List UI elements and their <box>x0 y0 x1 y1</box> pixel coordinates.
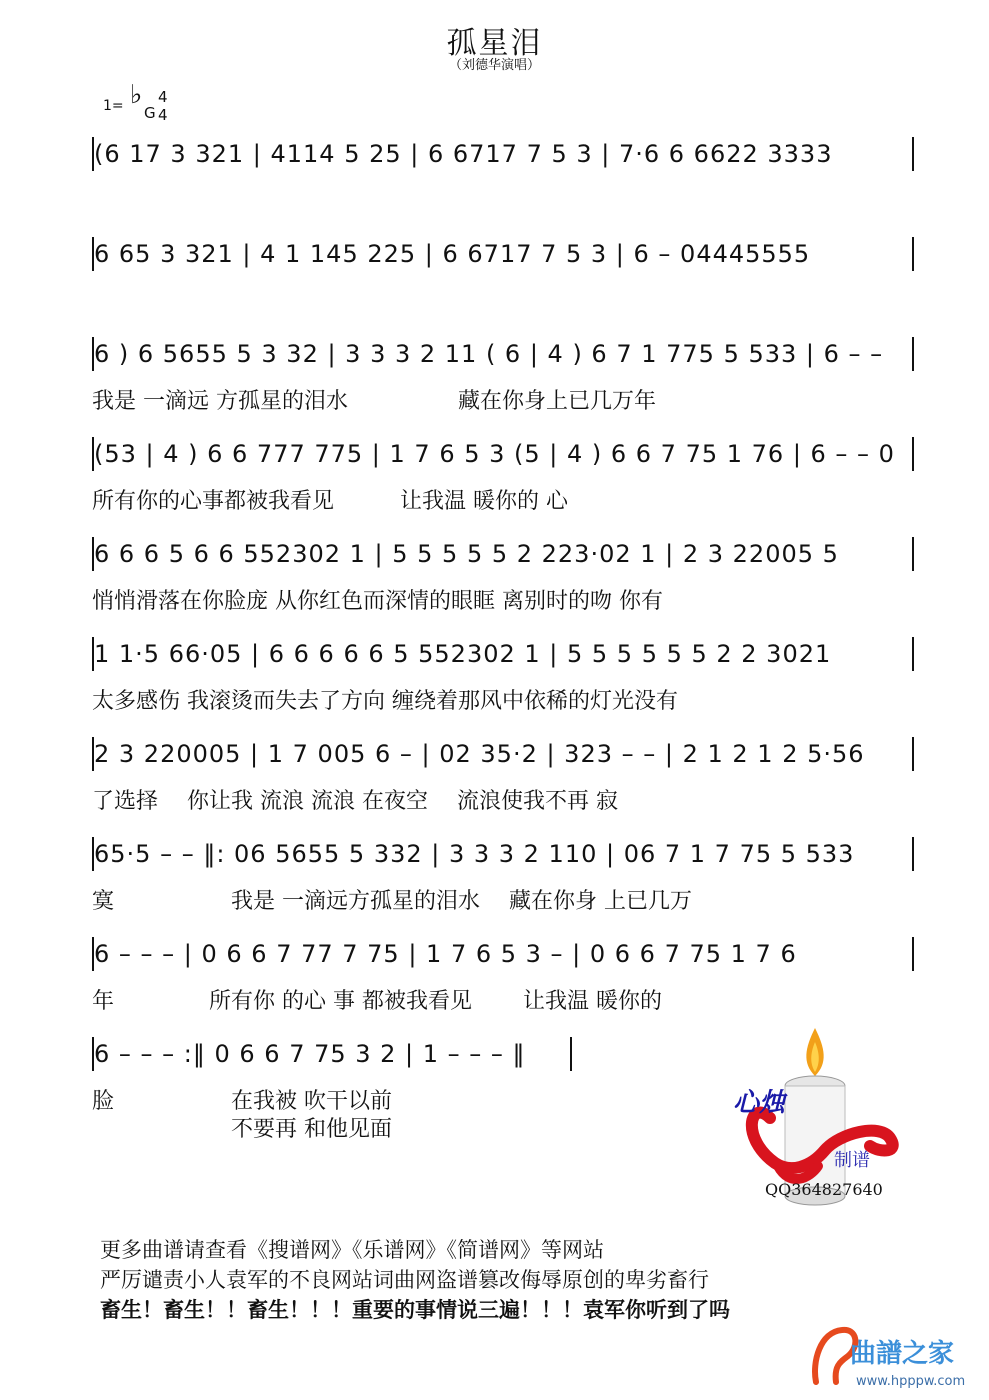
score-title: 孤星泪 <box>446 26 543 61</box>
notation-system-6: 1 1·5 66·05 | 6 6 6 6 6 5 552302 1 | 5 5 5 5 5 5 2 2 3021 <box>92 637 914 671</box>
lyric-line-10: 脸 在我被 吹干以前 <box>92 1089 392 1114</box>
logo-subtext: 制谱 <box>834 1150 870 1171</box>
lyric-line-3: 我是 一滴远 方孤星的泪水 藏在你身上已几万年 <box>92 389 656 414</box>
time-signature <box>158 88 168 124</box>
notation-system-8: 65·5 – – ‖: 06 5655 5 332 | 3 3 3 2 110 | 06 7 1 7 75 5 533 <box>92 837 914 871</box>
notation-system-4: (53 | 4 ) 6 6 777 775 | 1 7 6 5 3 (5 | 4 ) 6 6 7 75 1 76 | 6 – – 0 <box>92 437 914 471</box>
score-subtitle: （刘德华演唱） <box>448 58 540 73</box>
lyric-line-5: 悄悄滑落在你脸庞 从你红色而深情的眼眶 离别时的吻 你有 <box>92 589 663 614</box>
logo-qq: QQ364827640 <box>765 1180 883 1199</box>
brand-name: 曲譜之家 <box>850 1339 955 1369</box>
meter-bottom: 4 <box>158 106 168 124</box>
notation-system-1: (6 17 3 321 | 4114 5 25 | 6 6717 7 5 3 | 7·6 6 6622 3333 <box>92 137 914 171</box>
notation-system-9: 6 – – – | 0 6 6 7 77 7 75 | 1 7 6 5 3 – | 0 6 6 7 75 1 7 6 <box>92 937 914 971</box>
lyric-line-9: 年 所有你 的心 事 都被我看见 让我温 暖你的 <box>92 989 662 1014</box>
lyric-line-4: 所有你的心事都被我看见 让我温 暖你的 心 <box>92 489 568 514</box>
flat-sign: ♭ <box>130 80 143 110</box>
logo-text: 心烛 <box>733 1088 786 1118</box>
lyric-line-7: 了选择 你让我 流浪 流浪 在夜空 流浪使我不再 寂 <box>92 789 618 814</box>
notice-line-3: 畜生！畜生！！畜生！！！重要的事情说三遍！！！袁军你听到了吗 <box>100 1298 730 1322</box>
meter-top: 4 <box>158 88 168 106</box>
lyric-line-6: 太多感伤 我滚烫而失去了方向 缠绕着那风中依稀的灯光没有 <box>92 689 678 714</box>
lyric-line-11: 不要再 和他见面 <box>92 1117 392 1142</box>
key-note: G <box>144 104 156 122</box>
lyric-line-8: 寞 我是 一滴远方孤星的泪水 藏在你身 上已几万 <box>92 889 692 914</box>
notation-system-2: 6 65 3 321 | 4 1 145 225 | 6 6717 7 5 3 | 6 – 04445555 <box>92 237 914 271</box>
notice-line-1: 更多曲谱请查看《搜谱网》《乐谱网》《简谱网》等网站 <box>100 1238 604 1262</box>
notation-system-5: 6 6 6 5 6 6 552302 1 | 5 5 5 5 5 2 223·02 1 | 2 3 22005 5 <box>92 537 914 571</box>
notation-system-10: 6 – – – :‖ 0 6 6 7 75 3 2 | 1 – – – ‖ <box>92 1037 572 1071</box>
notation-system-7: 2 3 220005 | 1 7 005 6 – | 02 35·2 | 323 – – | 2 1 2 1 2 5·56 <box>92 737 914 771</box>
notation-system-3: 6 ) 6 5655 5 3 32 | 3 3 3 2 11 ( 6 | 4 ) 6 7 1 775 5 533 | 6 – – <box>92 337 914 371</box>
key-signature-label: 1= <box>103 98 124 114</box>
brand-url: www.hpppw.com <box>856 1374 966 1389</box>
notice-line-2: 严厉谴责小人袁军的不良网站词曲网盗谱篡改侮辱原创的卑劣畜行 <box>100 1268 709 1292</box>
